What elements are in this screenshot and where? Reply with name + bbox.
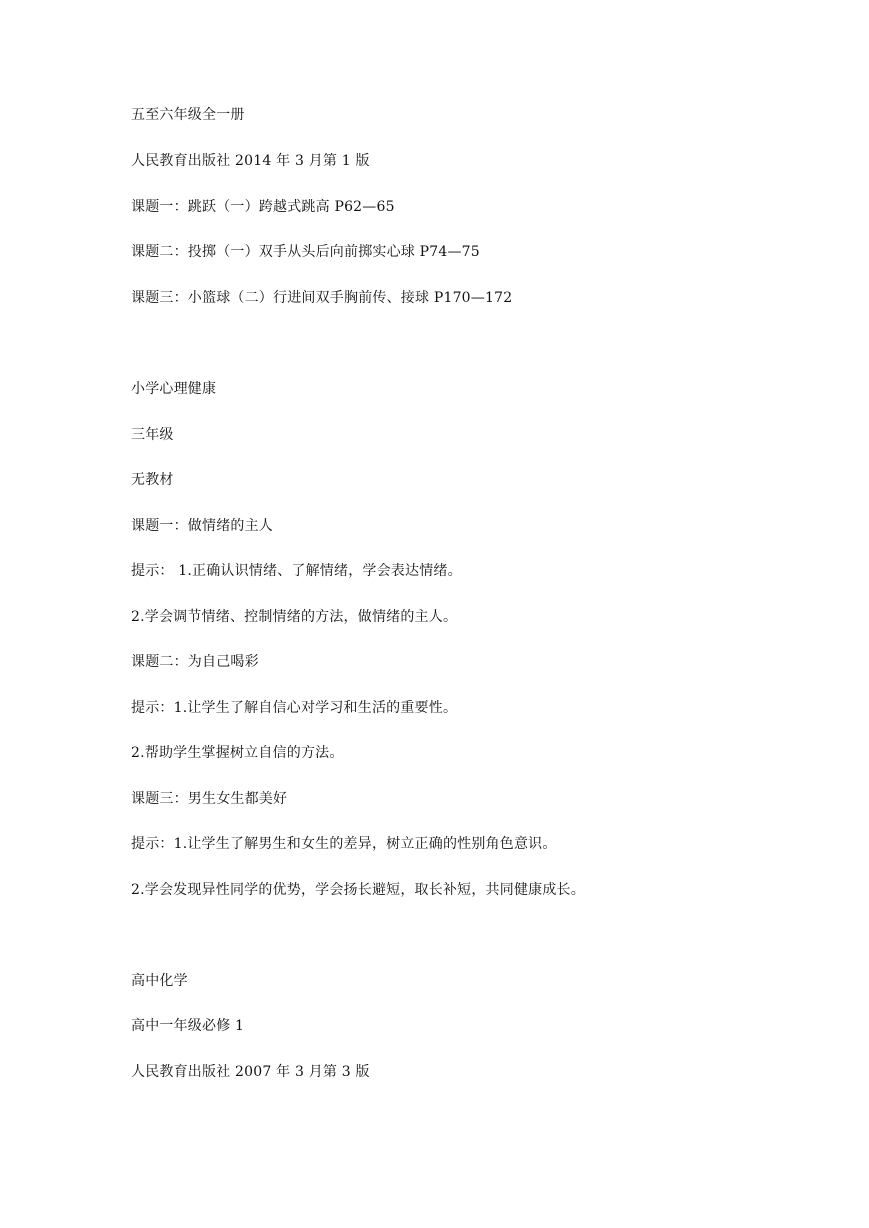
hint-line: 提示：1.让学生了解自信心对学习和生活的重要性。	[131, 700, 458, 716]
publisher-line: 人民教育出版社 2014 年 3 月第 1 版	[131, 153, 370, 169]
grade-volume-line: 高中一年级必修 1	[131, 1018, 245, 1034]
grade-line: 三年级	[131, 427, 174, 443]
hint-line: 2.学会发现异性同学的优势，学会扬长避短，取长补短，共同健康成长。	[131, 882, 585, 898]
textbook-line: 无教材	[131, 472, 174, 488]
hint-line: 提示：1.让学生了解男生和女生的差异，树立正确的性别角色意识。	[131, 836, 557, 852]
subject-heading: 小学心理健康	[131, 381, 217, 397]
publisher-line: 人民教育出版社 2007 年 3 月第 3 版	[131, 1064, 370, 1080]
topic-line: 课题二：为自己喝彩	[131, 654, 259, 670]
subject-heading: 高中化学	[131, 973, 188, 989]
topic-line: 课题三：男生女生都美好	[131, 791, 288, 807]
grade-volume-line: 五至六年级全一册	[131, 107, 245, 123]
topic-line: 课题一：做情绪的主人	[131, 518, 273, 534]
topic-line: 课题一：跳跃（一）跨越式跳高 P62—65	[131, 199, 395, 215]
topic-line: 课题二：投掷（一）双手从头后向前掷实心球 P74—75	[131, 244, 480, 260]
hint-line: 2.学会调节情绪、控制情绪的方法，做情绪的主人。	[131, 609, 458, 625]
topic-line: 课题三：小篮球（二）行进间双手胸前传、接球 P170—172	[131, 290, 513, 306]
hint-line: 2.帮助学生掌握树立自信的方法。	[131, 745, 344, 761]
hint-line: 提示： 1.正确认识情绪、了解情绪，学会表达情绪。	[131, 563, 462, 579]
